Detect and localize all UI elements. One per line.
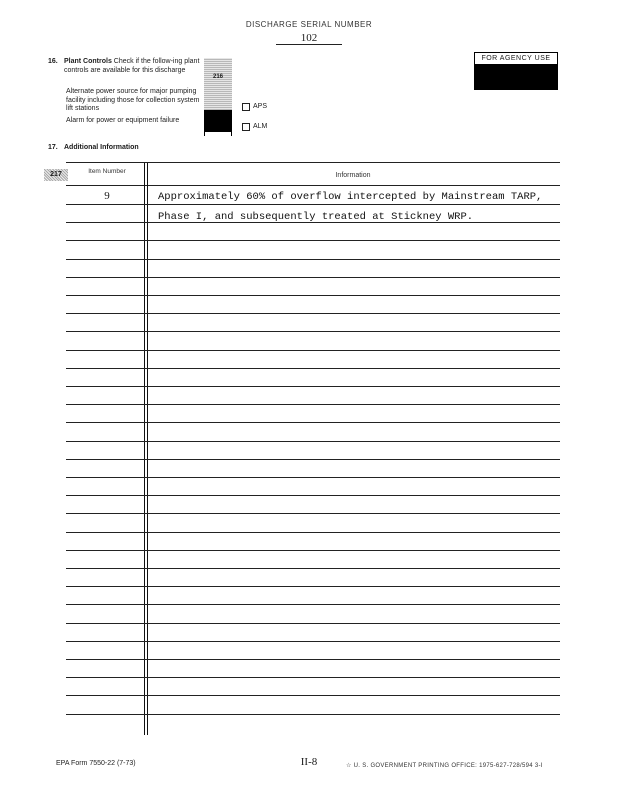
form-row-rule xyxy=(66,204,560,205)
form-row-rule xyxy=(66,459,560,460)
form-row-rule xyxy=(66,313,560,314)
form-identifier: EPA Form 7550-22 (7-73) xyxy=(56,760,136,767)
plant-controls-title: Plant Controls xyxy=(64,58,112,65)
code-216-tick-left xyxy=(204,132,205,136)
code-217: 217 xyxy=(44,169,68,181)
form-row-rule xyxy=(66,422,560,423)
form-row-rule xyxy=(66,623,560,624)
form-row-rule xyxy=(66,441,560,442)
plant-controls-instructions xyxy=(64,58,204,75)
code-216: 216 xyxy=(212,74,223,80)
code-216-tick-right xyxy=(231,132,232,136)
information-header: Information xyxy=(335,172,371,179)
row-1-item-number[interactable]: 9 xyxy=(104,190,110,202)
plant-controls-instruction-text: Check if the follow-ing plant controls are available for this discharge xyxy=(64,58,200,74)
code-column-216-shading xyxy=(204,58,232,110)
form-row-rule xyxy=(66,240,560,241)
agency-use-label: FOR AGENCY USE xyxy=(475,53,557,65)
discharge-serial-number-value: 102 xyxy=(300,32,318,44)
form-row-rule xyxy=(66,277,560,278)
column-divider xyxy=(144,163,145,735)
table-header-rule xyxy=(66,185,560,186)
serial-number-underline xyxy=(276,44,342,45)
alm-label: ALM xyxy=(253,123,268,130)
form-row-rule xyxy=(66,350,560,351)
form-row-rule xyxy=(66,368,560,369)
form-row-rule xyxy=(66,532,560,533)
page-number: II-8 xyxy=(300,756,318,768)
alarm-text: Alarm for power or equipment failure xyxy=(66,117,180,124)
section-17-number: 17. xyxy=(48,144,58,151)
form-row-rule xyxy=(66,386,560,387)
form-row-rule xyxy=(66,477,560,478)
alternate-power-text: Alternate power source for major pumping facility including those for collection system lift stations xyxy=(66,88,200,112)
form-row-rule xyxy=(66,714,560,715)
aps-checkbox[interactable] xyxy=(242,103,250,111)
form-row-rule xyxy=(66,331,560,332)
row-2-information[interactable]: Phase I, and subsequently treated at Stickney WRP. xyxy=(158,211,474,223)
column-divider-double xyxy=(147,163,148,735)
alm-checkbox[interactable] xyxy=(242,123,250,131)
discharge-serial-number-label: DISCHARGE SERIAL NUMBER xyxy=(245,20,373,29)
form-row-rule xyxy=(66,586,560,587)
agency-use-blackout xyxy=(475,65,557,90)
gpo-imprint: ☆ U. S. GOVERNMENT PRINTING OFFICE: 1975-627-728/594 3-I xyxy=(346,763,543,769)
form-row-rule xyxy=(66,259,560,260)
form-row-rule xyxy=(66,404,560,405)
agency-use-box xyxy=(474,52,558,90)
section-16-number: 16. xyxy=(48,58,58,65)
form-row-rule xyxy=(66,495,560,496)
form-row-rule xyxy=(66,568,560,569)
form-row-rule xyxy=(66,695,560,696)
form-row-rule xyxy=(66,550,560,551)
form-row-rule xyxy=(66,677,560,678)
form-row-rule xyxy=(66,604,560,605)
aps-label: APS xyxy=(253,103,268,110)
form-row-rule xyxy=(66,659,560,660)
form-row-rule xyxy=(66,641,560,642)
code-216-blackout xyxy=(204,110,232,132)
row-1-information[interactable]: Approximately 60% of overflow intercepted by Mainstream TARP, xyxy=(158,191,543,203)
additional-information-title: Additional Information xyxy=(64,144,139,151)
form-row-rule xyxy=(66,295,560,296)
table-top-rule xyxy=(66,162,560,163)
form-row-rule xyxy=(66,513,560,514)
item-number-header: Item Number xyxy=(88,168,126,175)
